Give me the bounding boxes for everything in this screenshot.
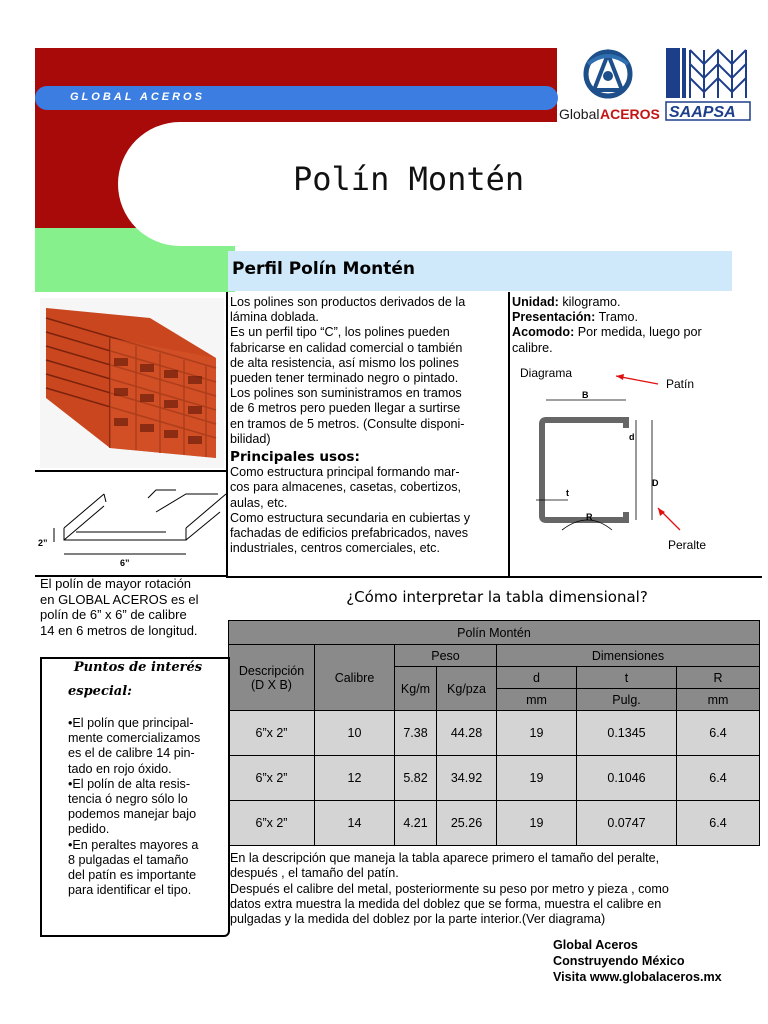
page-title: Polín Montén xyxy=(293,160,525,198)
diagram-title: Diagrama xyxy=(520,366,573,380)
interest-title xyxy=(28,660,228,675)
unidad-label: Unidad: xyxy=(512,295,559,309)
logo-text-aceros: ACEROS xyxy=(600,106,660,122)
cell-d: 19 xyxy=(497,711,577,756)
explanation-line: pulgadas y la medida del doblez por la parte interior.(Ver diagrama) xyxy=(230,912,606,927)
uses-line: fachadas de edificios prefabricados, naves xyxy=(230,526,469,541)
sub-r: R xyxy=(677,667,760,689)
description-line: fabricarse en calidad comercial o también xyxy=(230,340,463,355)
product-photo xyxy=(40,298,224,468)
divider-vertical-left xyxy=(226,292,228,578)
unit-t: Pulg. xyxy=(577,689,677,711)
description-line: de 6 metros pero pueden llegar a surtirse xyxy=(230,401,461,416)
uses-line: cos para almacenes, casetas, cobertizos, xyxy=(230,480,461,495)
presentacion-value: Tramo. xyxy=(595,310,638,325)
interest-line: tado en rojo óxido. xyxy=(68,761,172,776)
col-calibre: Calibre xyxy=(315,645,395,711)
table-row xyxy=(229,801,760,846)
specs xyxy=(512,295,760,356)
cell-d: 19 xyxy=(497,801,577,846)
cell-r: 6.4 xyxy=(677,801,760,846)
divider-main xyxy=(228,576,762,578)
cell-calibre: 10 xyxy=(315,711,395,756)
c-profile-diagram xyxy=(512,360,762,560)
diagram-B: B xyxy=(582,390,589,400)
interest-line: para identificar el tipo. xyxy=(68,883,192,898)
sub-kgpza: Kg/pza xyxy=(437,667,497,711)
explanation-line: En la descripción que maneja la tabla aparece primero el tamaño del peralte, xyxy=(230,851,660,865)
sub-kgm: Kg/m xyxy=(395,667,437,711)
cell-r: 6.4 xyxy=(677,756,760,801)
uses-line: aulas, etc. xyxy=(230,495,288,510)
explanation-line: datos extra muestra la medida del doblez que se forma, muestra el calibre en xyxy=(230,896,662,911)
presentacion-label: Presentación: xyxy=(512,310,596,325)
left-note-line: 14 en 6 metros de longitud. xyxy=(40,622,198,638)
description-line: Los polines son productos derivados de la xyxy=(230,295,466,309)
interest-line: mente comercializamos xyxy=(68,731,201,746)
uses-line: industriales, centros comerciales, etc. xyxy=(230,541,440,556)
diagram-d: d xyxy=(629,432,635,442)
interest-line: del patín es importante xyxy=(68,868,197,883)
acomodo-value: Por medida, luego por xyxy=(574,325,702,340)
col-desc: Descripción (D X B) xyxy=(229,645,315,711)
interest-line: 8 pulgadas el tamaño xyxy=(68,852,189,867)
description xyxy=(230,295,506,556)
left-note-line: El polín de mayor rotación xyxy=(40,576,192,591)
cell-calibre: 14 xyxy=(315,801,395,846)
left-note-line: polín de 6” x 6” de calibre xyxy=(40,607,187,622)
footer-website: Visita www.globalaceros.mx xyxy=(553,970,722,984)
description-line: en tramos de 5 metros. (Consulte disponi- xyxy=(230,416,465,431)
description-line: bilidad) xyxy=(230,431,271,446)
logo-text-global: Global xyxy=(559,106,600,122)
table-heading: ¿Cómo interpretar la tabla dimensional? xyxy=(346,588,648,606)
acomodo-value-cont: calibre. xyxy=(512,340,553,355)
interest-line: tencia ó negro sólo lo xyxy=(68,792,188,807)
cell-kgpza: 25.26 xyxy=(437,801,497,846)
description-line: de alta resistencia, así mismo los polines xyxy=(230,355,459,370)
interest-line: •En peraltes mayores a xyxy=(68,837,199,852)
sub-d: d xyxy=(497,667,577,689)
cell-d: 19 xyxy=(497,756,577,801)
table-row xyxy=(229,756,760,801)
saapsa-logo xyxy=(664,46,754,124)
footer-line1: Global Aceros xyxy=(553,938,638,952)
interest-line: podemos manejar bajo xyxy=(68,807,197,822)
cell-calibre: 12 xyxy=(315,756,395,801)
logo-text-saapsa: SAAPSA xyxy=(669,104,736,121)
cell-r: 6.4 xyxy=(677,711,760,756)
global-aceros-logo xyxy=(558,46,660,124)
table-row xyxy=(229,711,760,756)
description-line: Los polines son suministramos en tramos xyxy=(230,386,462,401)
unit-r: mm xyxy=(677,689,760,711)
dimension-table xyxy=(228,620,760,846)
cell-desc: 6”x 2” xyxy=(229,756,315,801)
brand-name: GLOBAL ACEROS xyxy=(70,91,205,103)
interest-title-line2: especial: xyxy=(68,684,132,699)
section-subtitle: Perfil Polín Montén xyxy=(232,259,415,279)
cell-kgm: 5.82 xyxy=(395,756,437,801)
interest-line: •El polín que principal- xyxy=(68,716,194,730)
diagram-D: D xyxy=(652,478,659,488)
left-note-line: en GLOBAL ACEROS es el xyxy=(40,591,199,607)
cell-t: 0.1046 xyxy=(577,756,677,801)
footer xyxy=(553,937,722,985)
interest-line: pedido. xyxy=(68,822,110,837)
diagram-patin-label: Patín xyxy=(666,377,695,391)
cell-desc: 6”x 2” xyxy=(229,711,315,756)
description-line: pueden tener terminado negro o pintado. xyxy=(230,371,459,386)
diagram-R: R xyxy=(586,512,593,522)
divider-vertical-mid xyxy=(508,292,510,578)
interest-title-line1: Puntos de interés xyxy=(73,660,203,675)
divider-left-1 xyxy=(35,470,228,472)
table-explanation xyxy=(230,851,764,927)
cell-kgm: 7.38 xyxy=(395,711,437,756)
left-note xyxy=(40,576,228,638)
cell-kgm: 4.21 xyxy=(395,801,437,846)
polin-sketch xyxy=(36,480,226,572)
sub-t: t xyxy=(577,667,677,689)
description-line: lámina doblada. xyxy=(230,310,319,325)
description-line: Es un perfil tipo “C”, los polines pueden xyxy=(230,325,450,340)
uses-line: Como estructura secundaria en cubiertas y xyxy=(230,510,471,525)
explanation-line: Después el calibre del metal, posteriormente su peso por metro y pieza , como xyxy=(230,881,669,896)
interest-line: es el de calibre 14 pin- xyxy=(68,746,195,761)
interest-list xyxy=(68,716,228,898)
sketch-dim-2: 2” xyxy=(38,538,48,548)
sketch-dim-6: 6” xyxy=(120,558,130,568)
cell-desc: 6”x 2” xyxy=(229,801,315,846)
col-peso: Peso xyxy=(395,645,497,667)
col-dimensiones: Dimensiones xyxy=(497,645,760,667)
cell-t: 0.1345 xyxy=(577,711,677,756)
table-caption: Polín Montén xyxy=(229,621,760,645)
cell-kgpza: 34.92 xyxy=(437,756,497,801)
interest-line: •El polín de alta resis- xyxy=(68,776,191,791)
acomodo-label: Acomodo: xyxy=(512,325,575,340)
uses-line: Como estructura principal formando mar- xyxy=(230,465,460,480)
uses-heading: Principales usos: xyxy=(230,449,360,466)
diagram-peralte-label: Peralte xyxy=(668,538,707,552)
cell-t: 0.0747 xyxy=(577,801,677,846)
footer-line2: Construyendo México xyxy=(553,954,685,968)
cell-kgpza: 44.28 xyxy=(437,711,497,756)
diagram-t: t xyxy=(566,488,569,498)
explanation-line: después , el tamaño del patín. xyxy=(230,866,399,881)
unidad-value: kilogramo. xyxy=(558,295,621,309)
unit-d: mm xyxy=(497,689,577,711)
